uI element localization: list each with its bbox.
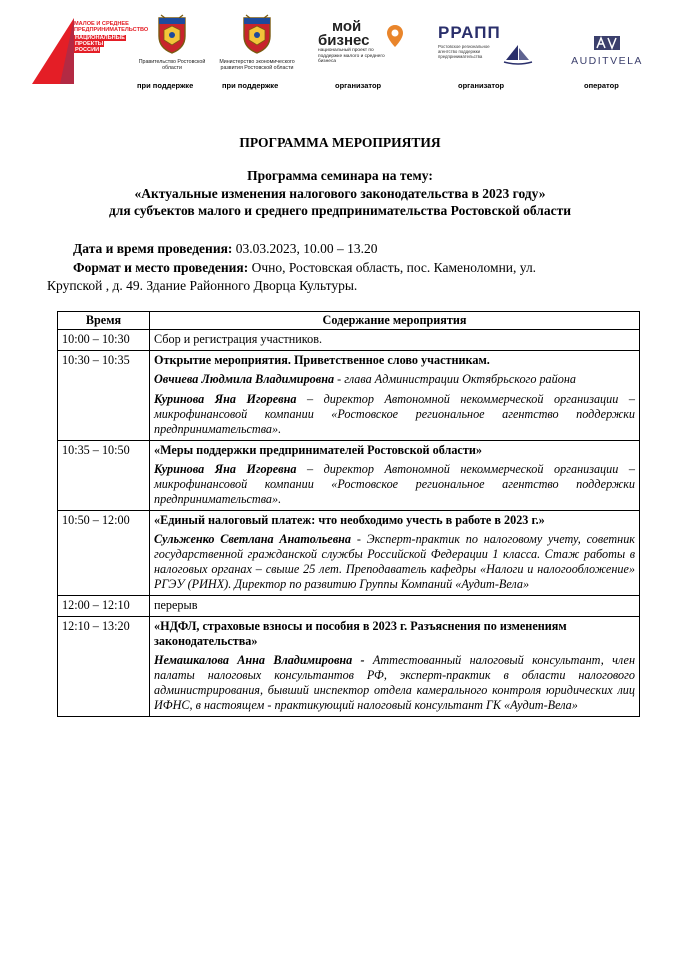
moy-biznes-title: мой бизнес [318, 18, 370, 49]
date-line [47, 240, 647, 259]
date-label: Дата и время проведения: [73, 241, 233, 256]
auditvela-logo [552, 36, 662, 67]
rostov-crest-icon [241, 14, 273, 54]
schedule-table [57, 311, 640, 717]
event-title: «Единый налоговый платеж: что необходимо учесть в работе в 2023 г.» [154, 513, 545, 527]
row-time: 10:00 – 10:30 [58, 330, 150, 351]
sailboat-icon [503, 44, 533, 66]
row-content [150, 617, 640, 717]
date-value: 03.03.2023, 10.00 – 13.20 [232, 241, 378, 256]
speaker: Куринова Яна Игоревна – директор Автономной некоммерческой организации – микрофинансовой компании «Ростовское региональное агентство поддержки предпринимательства». [154, 462, 635, 506]
event-title: Открытие мероприятия. Приветственное слово участникам. [154, 353, 490, 367]
row-time: 10:50 – 12:00 [58, 511, 150, 596]
auditvela-name: AUDITVELA [571, 55, 643, 67]
rrapp-title: РРАПП [438, 23, 501, 42]
rrapp-logo [438, 24, 538, 66]
format-line-2: Крупской , д. 49. Здание Районного Дворца Культуры. [47, 278, 358, 293]
table-row [58, 596, 640, 617]
table-row [58, 617, 640, 717]
speaker: Сульженко Светлана Анатольевна - Эксперт-практик по налоговому учету, советник государственной гражданской службы Российской Федерации 1 класса. Стаж работы в налоговых органах – свыше 25 лет. Преподаватель кафедры «Налоги и налогообложение» РГЭУ (РИНХ). Директор по развитию Группы Компаний «Аудит-Вела» [154, 532, 635, 591]
national-projects-text: МАЛОЕ И СРЕДНЕЕ ПРЕДПРИНИМАТЕЛЬСТВО НАЦИОНАЛЬНЫЕ ПРОЕКТЫ РОССИИ [74, 21, 149, 54]
speaker: Немашкалова Анна Владимировна - Аттестованный налоговый консультант, член палаты налоговых консультантов РФ, эксперт-практик в области налогового администрирования, бывший инспектор отдела камерального контроля юридических лиц ИФНС, в настоящем - практикующий налоговый консультант ГК «Аудит-Вела» [154, 653, 636, 712]
row-time: 12:10 – 13:20 [58, 617, 150, 717]
table-row [58, 441, 640, 511]
format-label: Формат и место проведения: [73, 259, 249, 275]
row-text: перерыв [154, 598, 198, 612]
row-content [150, 441, 640, 511]
support-caption-2: при поддержке [222, 81, 279, 90]
table-row [58, 511, 640, 596]
program-line-1: Программа семинара на тему: [247, 168, 433, 183]
ministry-economic-logo [212, 14, 302, 72]
document-title: ПРОГРАММА МЕРОПРИЯТИЯ [239, 135, 441, 150]
row-time: 10:30 – 10:35 [58, 351, 150, 441]
location-pin-icon [386, 24, 404, 48]
organizer-caption-2: организатор [458, 81, 505, 90]
event-title: «Меры поддержки предпринимателей Ростовской области» [154, 443, 482, 457]
rostov-crest-icon [156, 14, 188, 54]
moy-biznes-subtitle: национальный проект по поддержке малого и среднего бизнеса [318, 48, 385, 65]
operator-caption: оператор [584, 81, 619, 90]
program-line-3: для субъектов малого и среднего предпринимательства Ростовской области [108, 203, 572, 218]
government-rostov-caption: Правительство Ростовской области [138, 59, 206, 72]
format-line [47, 259, 647, 278]
row-content [150, 351, 640, 441]
event-info [47, 240, 647, 296]
speaker: Куринова Яна Игоревна – директор Автономной некоммерческой организации – микрофинансовой компании «Ростовское региональное агентство поддержки предпринимательства». [154, 392, 635, 436]
ministry-economic-caption: Министерство экономического развития Ростовской области [219, 59, 295, 72]
header-time: Время [58, 312, 150, 330]
government-rostov-logo [132, 14, 212, 72]
organizer-caption-1: организатор [335, 81, 382, 90]
row-content [150, 596, 640, 617]
speaker: Овчиева Людмила Владимировна - глава Администрации Октябрьского района [154, 372, 576, 386]
rrapp-subtitle: Ростовское региональное агентство поддержки предпринимательства [438, 44, 490, 59]
row-time: 12:00 – 12:10 [58, 596, 150, 617]
table-row [58, 330, 640, 351]
table-row [58, 351, 640, 441]
format-value: Очно, Ростовская область, пос. Каменоломни, ул. [248, 259, 537, 275]
row-time: 10:35 – 10:50 [58, 441, 150, 511]
row-content [150, 330, 640, 351]
support-caption-1: при поддержке [137, 81, 194, 90]
event-title: «НДФЛ, страховые взносы и пособия в 2023 г. Разъяснения по изменениям законодательства» [154, 619, 567, 648]
row-content [150, 511, 640, 596]
row-text: Сбор и регистрация участников. [154, 332, 323, 346]
header-content: Содержание мероприятия [150, 312, 640, 330]
av-mark-icon [594, 36, 620, 50]
program-heading [0, 167, 680, 220]
table-header-row [58, 312, 640, 330]
moy-biznes-logo [318, 20, 418, 65]
logo-header [0, 0, 680, 100]
program-line-2: «Актуальные изменения налогового законодательства в 2023 году» [134, 185, 546, 201]
